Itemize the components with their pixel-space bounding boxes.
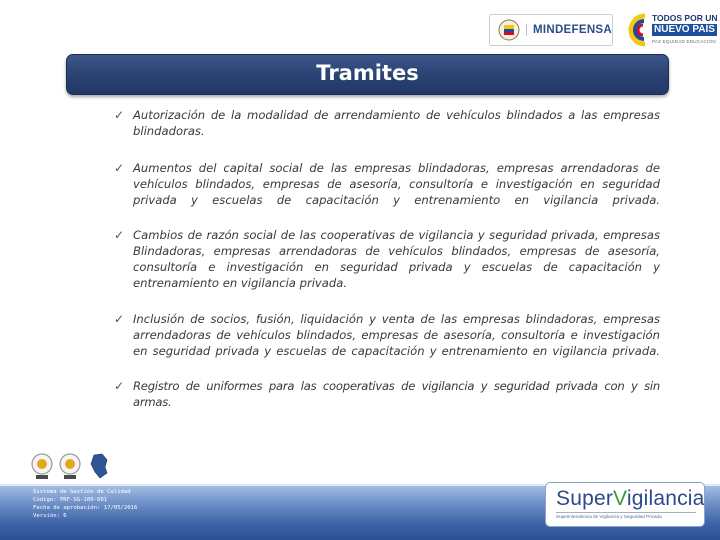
- list-item-text: Inclusión de socios, fusión, liquidación y venta de las empresas blindadoras, empresas arrendadoras de vehículos blindados, empresas de asesoría, consultoría e investigación en seguridad privada y escuelas de capacitación y entrenamiento en vigilancia privada.: [133, 312, 660, 358]
- list-item-text: Autorización de la modalidad de arrendamiento de vehículos blindados a las empresas blindadoras.: [133, 108, 660, 138]
- list-item: [112, 227, 660, 291]
- system-info-line: Fecha de aprobación: 17/05/2016: [33, 505, 138, 511]
- check-icon: ✓: [114, 161, 125, 175]
- colombia-c-emblem-icon: [625, 10, 649, 50]
- system-info-line: Versión: 6: [33, 513, 67, 519]
- supervigilancia-subtitle: Superintendencia de Vigilancia y Seguridad Privada: [556, 514, 662, 519]
- wordmark-accent: V: [613, 487, 627, 510]
- wordmark-prefix: Super: [556, 487, 614, 510]
- gov-logo-line1: TODOS POR UN: [652, 13, 718, 23]
- gov-logo-line2: NUEVO PAÍS: [654, 24, 715, 35]
- quality-system-info: [33, 488, 137, 520]
- colombia-coat-of-arms-icon: [498, 19, 520, 41]
- list-item-text: Registro de uniformes para las cooperativas de vigilancia y seguridad privada con y sin armas.: [133, 379, 660, 409]
- title-bar: [66, 54, 669, 95]
- list-item-text: Cambios de razón social de las cooperativas de vigilancia y seguridad privada, empresas Blindadoras, empresas arrendadoras de vehículos blindados, empresas de asesoría, consultoría e investigación en seguridad privada y escuelas de capacitación y entrenamiento en vigilancia privada.: [133, 228, 660, 290]
- tramites-list: [112, 107, 660, 410]
- quality-certification-seal-icon: [30, 452, 54, 480]
- supervigilancia-wordmark: [556, 487, 705, 511]
- list-item: [112, 378, 660, 410]
- todos-por-un-nuevo-pais-logo: [625, 8, 718, 52]
- system-info-line: Sistema de Gestión de Calidad: [33, 489, 131, 495]
- page-title: Tramites: [316, 61, 419, 85]
- mindefensa-logo: [489, 14, 613, 46]
- certification-seals: [30, 452, 114, 482]
- check-icon: ✓: [114, 312, 125, 326]
- list-item: [112, 160, 660, 208]
- system-info-line: Código: PRF-SG-100-001: [33, 497, 108, 503]
- list-item: [112, 311, 660, 359]
- iso-certification-seal-icon: [58, 452, 82, 480]
- mindefensa-text: MINDEFENSA: [526, 24, 612, 36]
- list-item: [112, 107, 660, 139]
- supervigilancia-logo: [545, 482, 705, 527]
- check-icon: ✓: [114, 228, 125, 242]
- divider: [556, 512, 696, 513]
- wordmark-suffix: igilancia: [626, 487, 705, 510]
- gov-logo-line3: PAZ EQUIDAD EDUCACIÓN: [652, 39, 716, 44]
- colombia-map-icon: [88, 452, 110, 480]
- check-icon: ✓: [114, 108, 125, 122]
- list-item-text: Aumentos del capital social de las empresas blindadoras, empresas arrendadoras de vehículos blindados, empresas de asesoría, consultoría e investigación en seguridad privada y escuelas de capacitación y entrenamiento en vigilancia privada.: [133, 161, 660, 207]
- check-icon: ✓: [114, 379, 125, 393]
